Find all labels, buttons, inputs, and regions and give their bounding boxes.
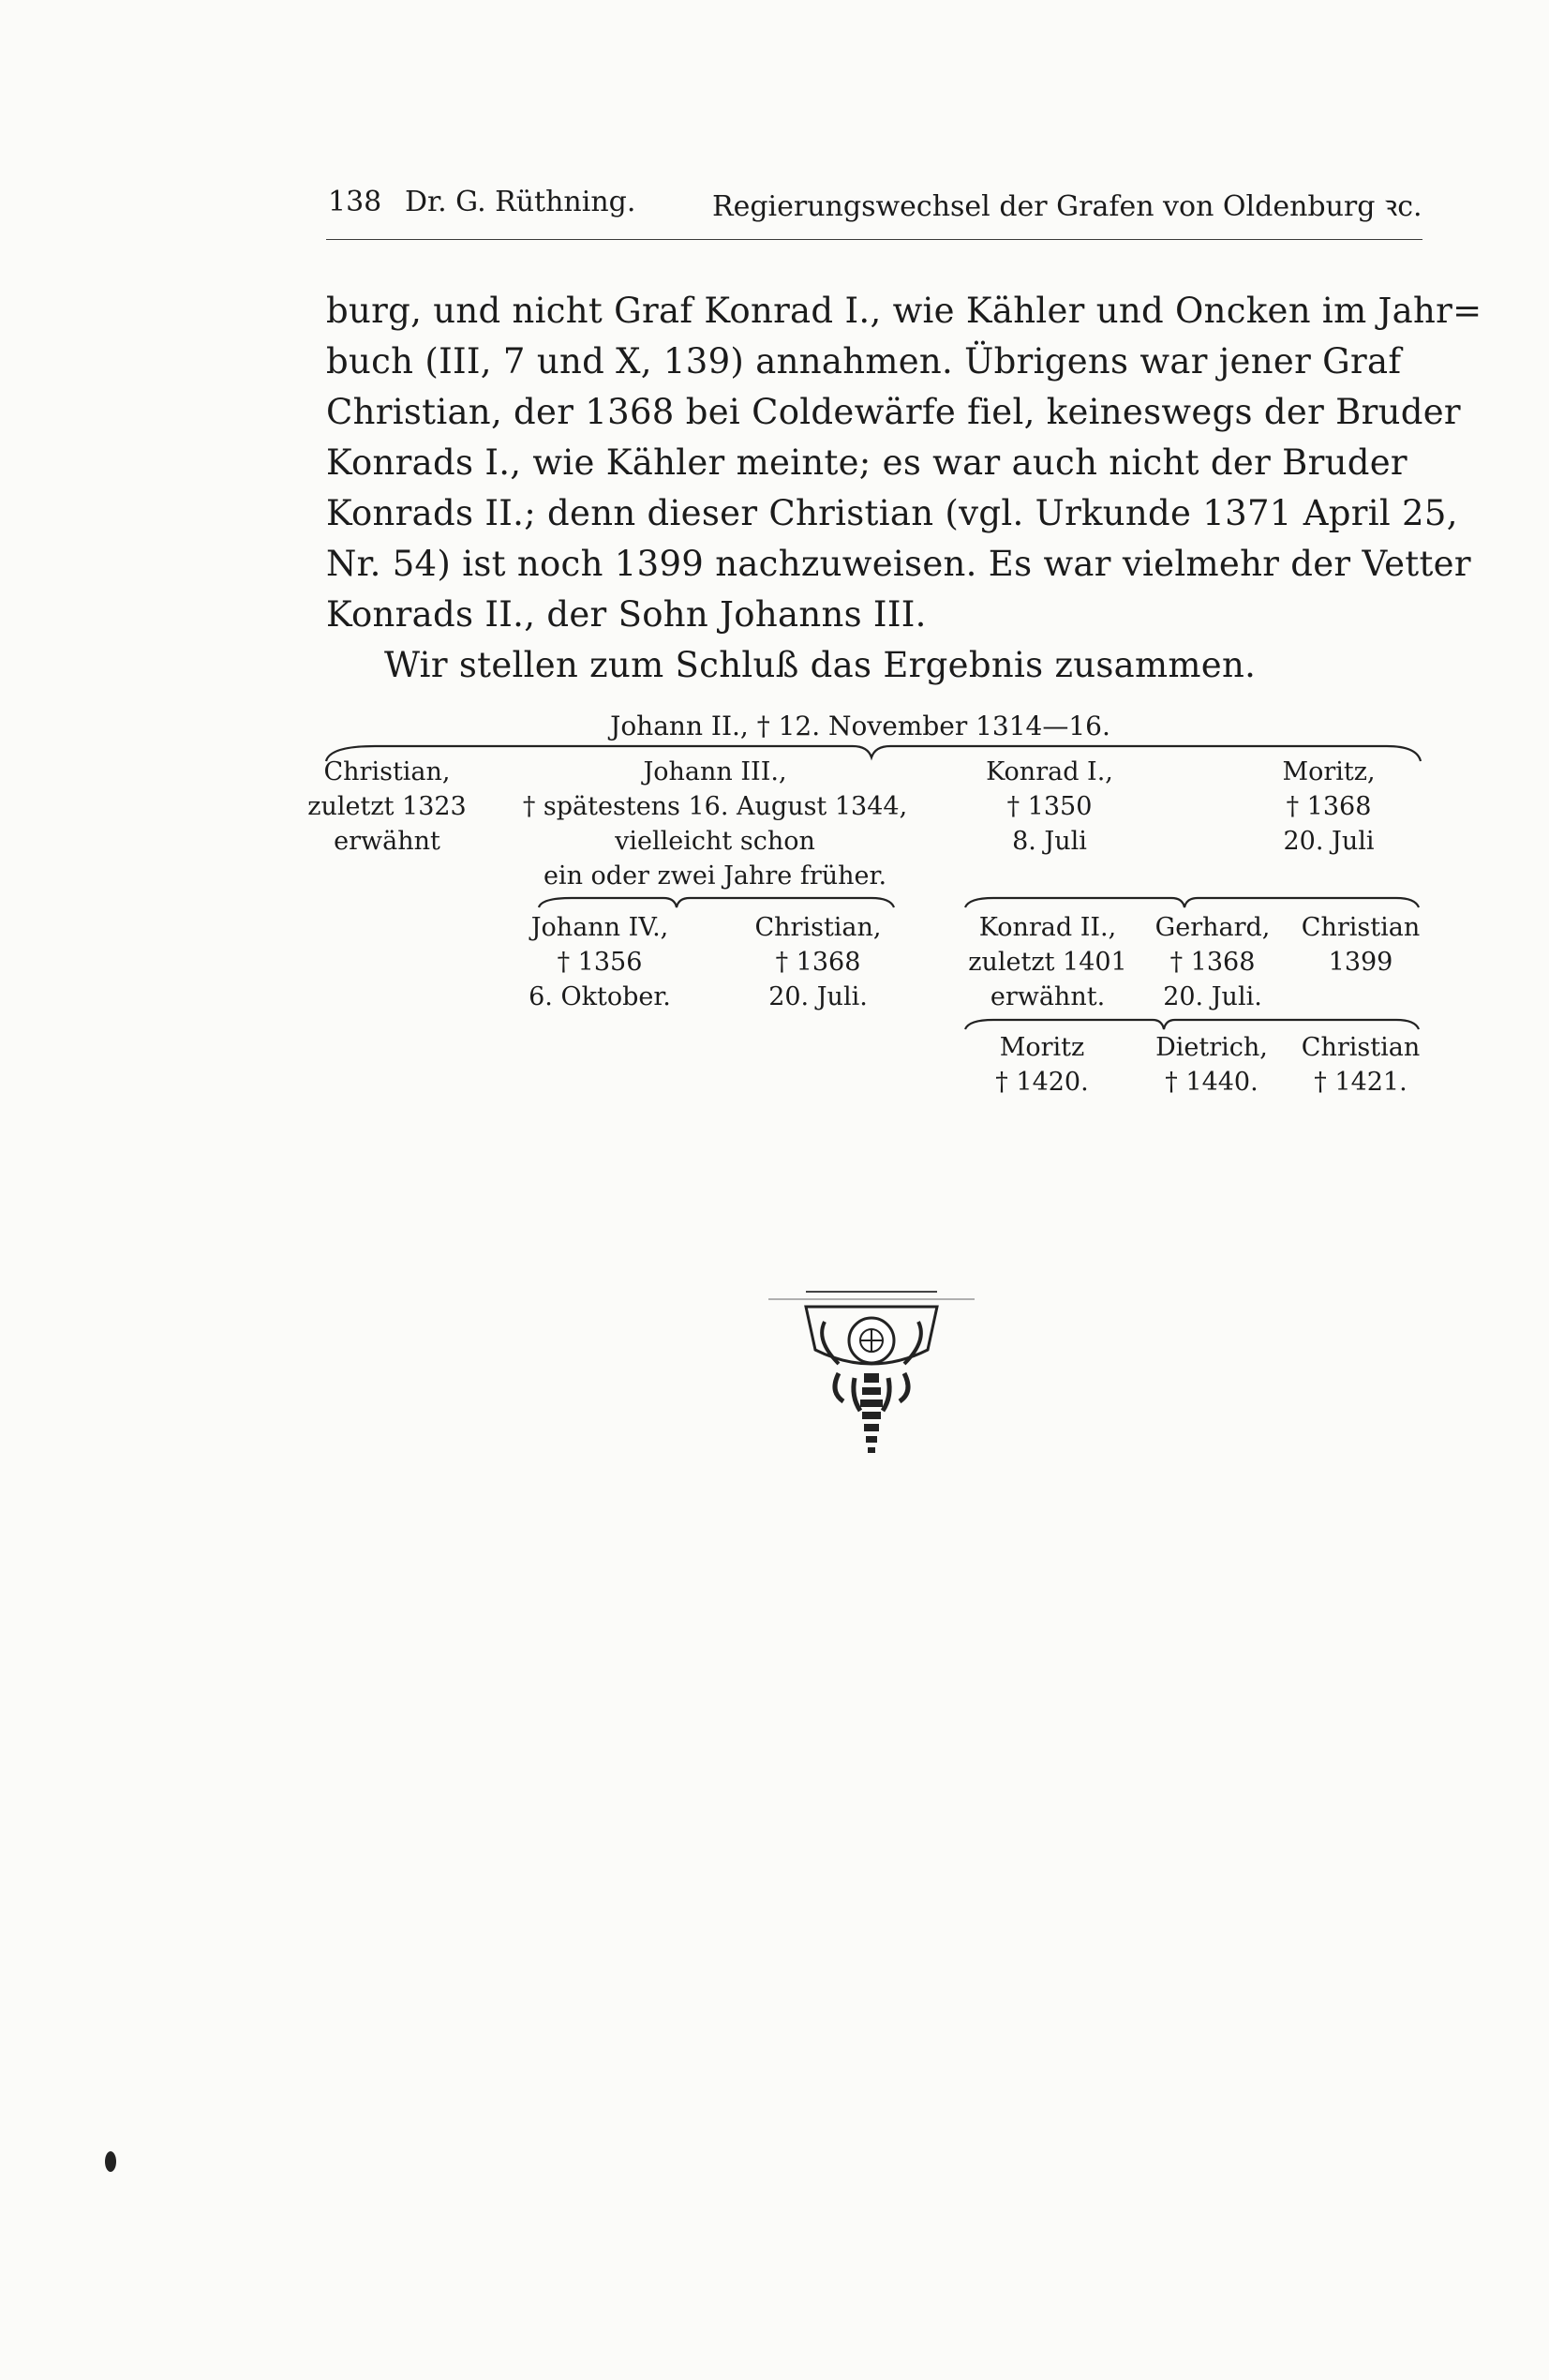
person-christian-gen2b: Christian <box>1301 913 1421 942</box>
person-detail: 20. Juli. <box>1163 982 1262 1011</box>
person-christian-gen1: Christian, <box>323 757 451 786</box>
person-christian-gen2: Christian, <box>754 913 882 942</box>
brace-gen1 <box>326 746 1421 761</box>
ink-speck <box>105 2151 116 2172</box>
paragraph-line: Konrads II., der Sohn Johanns III. <box>326 594 927 635</box>
person-christian-gen3: Christian <box>1301 1033 1421 1062</box>
person-detail: zuletzt 1323 <box>307 792 467 821</box>
person-konrad-i: Konrad I., <box>986 757 1113 786</box>
closing-sentence: Wir stellen zum Schluß das Ergebnis zusammen. <box>384 645 1257 685</box>
paragraph-line: Nr. 54) ist noch 1399 nachzuweisen. Es war vielmehr der Vetter <box>326 544 1471 584</box>
person-dietrich: Dietrich, <box>1155 1033 1268 1062</box>
person-moritz-ii: Moritz <box>999 1033 1085 1062</box>
person-detail: erwähnt <box>334 827 440 856</box>
paragraph-line: burg, und nicht Graf Konrad I., wie Kähler und Oncken im Jahr= <box>326 291 1482 331</box>
person-detail: zuletzt 1401 <box>968 948 1127 977</box>
person-detail: ein oder zwei Jahre früher. <box>543 861 887 891</box>
person-johann-iii: Johann III., <box>643 757 787 786</box>
person-detail: 6. Oktober. <box>529 982 671 1011</box>
brace-johann3-children <box>539 898 894 907</box>
paragraph-line: Konrads II.; denn dieser Christian (vgl. Urkunde 1371 April 25, <box>326 493 1458 533</box>
person-detail: 1399 <box>1328 948 1393 977</box>
author: Dr. G. Rüthning. <box>405 186 636 218</box>
paragraph-line: buch (III, 7 und X, 139) annahmen. Übrigens war jener Graf <box>326 341 1402 382</box>
person-detail: † 1440. <box>1165 1068 1259 1097</box>
person-detail: † 1421. <box>1314 1068 1408 1097</box>
person-detail: 20. Juli <box>1283 827 1375 856</box>
person-detail: 8. Juli <box>1012 827 1087 856</box>
person-johann-iv: Johann IV., <box>530 913 669 942</box>
person-detail: † 1368 <box>1169 948 1256 977</box>
running-title: Regierungswechsel der Grafen von Oldenburg ꝛc. <box>712 190 1422 223</box>
person-detail: † 1368 <box>775 948 861 977</box>
brace-konrad1-children <box>965 898 1419 907</box>
person-detail: † 1368 <box>1286 792 1372 821</box>
page-number: 138 <box>328 186 382 218</box>
ornament-vignette-icon <box>750 1284 993 1472</box>
person-detail: † spätestens 16. August 1344, <box>522 792 908 821</box>
person-detail: erwähnt. <box>990 982 1106 1011</box>
person-detail: † 1350 <box>1006 792 1093 821</box>
person-konrad-ii: Konrad II., <box>978 913 1117 942</box>
person-detail: † 1420. <box>995 1068 1089 1097</box>
paragraph-line: Konrads I., wie Kähler meinte; es war auch nicht der Bruder <box>326 442 1408 483</box>
brace-konrad2-children <box>965 1020 1419 1029</box>
person-gerhard: Gerhard, <box>1154 913 1271 942</box>
paragraph-line: Christian, der 1368 bei Coldewärfe fiel, keineswegs der Bruder <box>326 392 1461 432</box>
person-detail: vielleicht schon <box>615 827 815 856</box>
person-detail: 20. Juli. <box>768 982 868 1011</box>
person-moritz: Moritz, <box>1282 757 1376 786</box>
person-detail: † 1356 <box>557 948 643 977</box>
root-ancestor: Johann II., † 12. November 1314—16. <box>610 711 1110 741</box>
